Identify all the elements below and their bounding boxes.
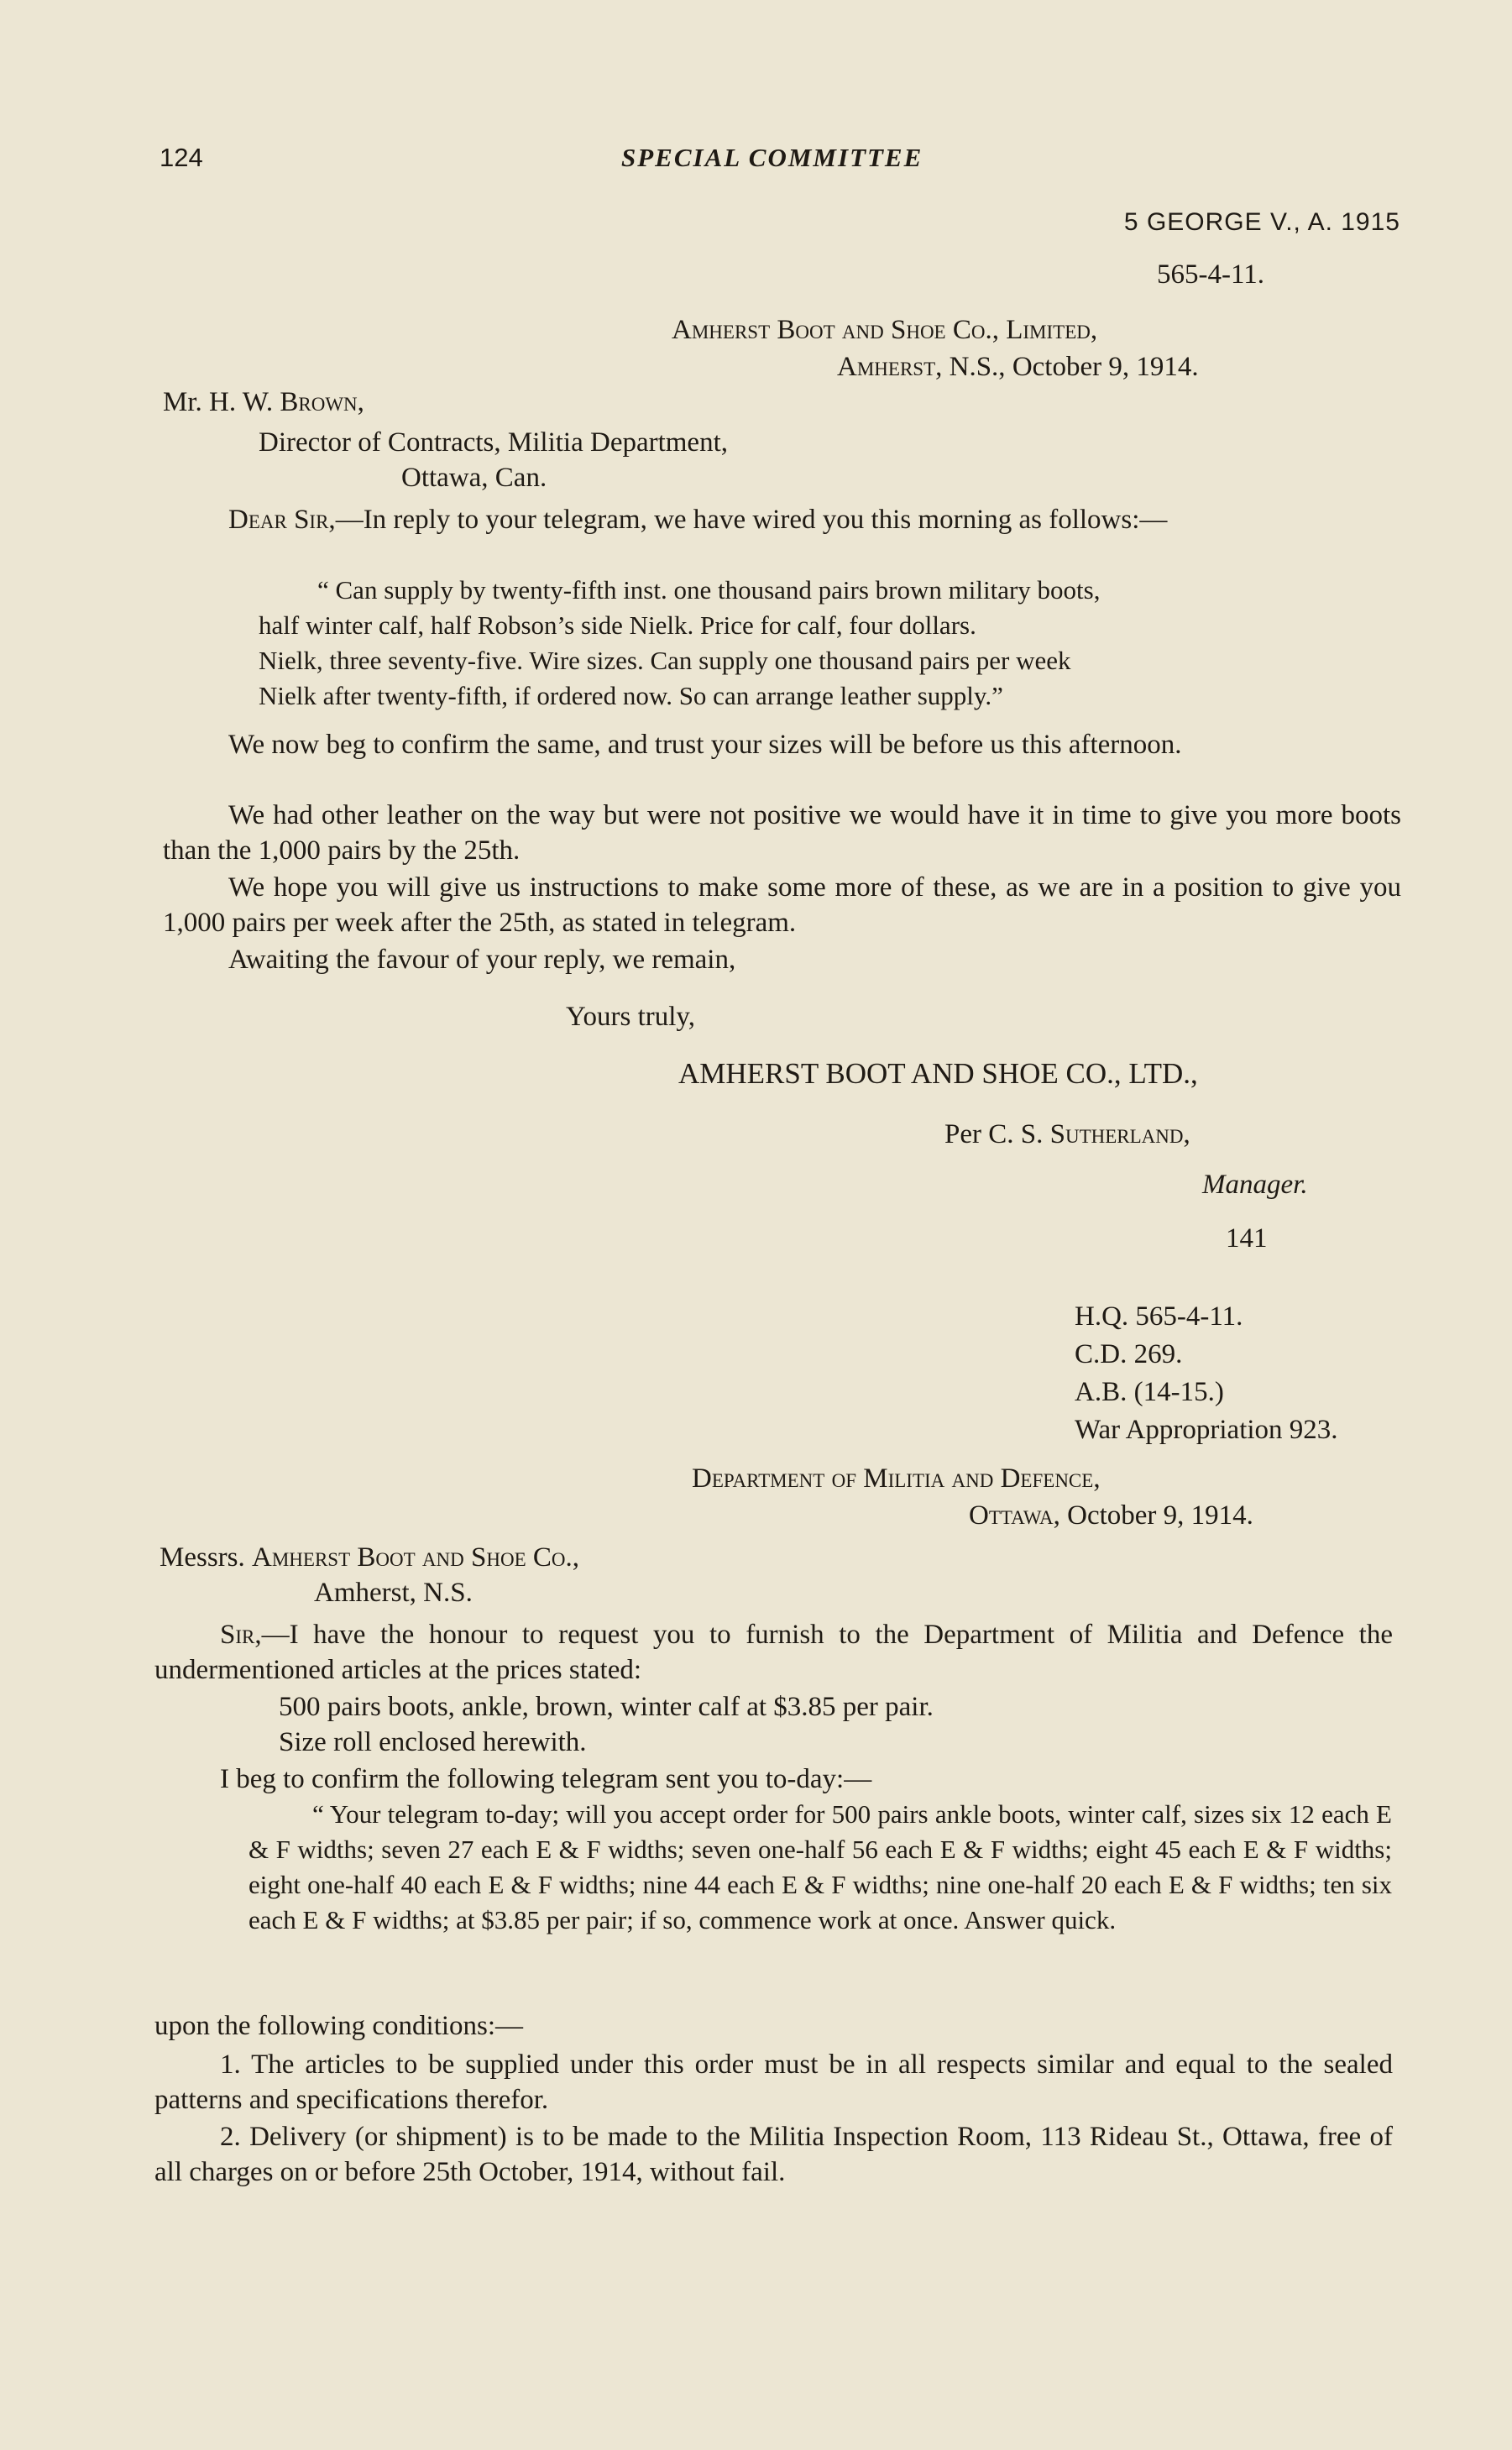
letter1-paragraph-4: We hope you will give us instructions to make some more of these, as we are in a position to give you 1,000 pairs per week after the 25th, as stated in telegram.: [163, 872, 1401, 938]
file-number: 565-4-11.: [1157, 259, 1265, 290]
sender-company: Amherst Boot and Shoe Co., Limited,: [672, 315, 1098, 345]
letter2-paragraph-2: I beg to confirm the following telegram sent you to-day:—: [220, 1764, 872, 1794]
letter1-paragraph-5: Awaiting the favour of your reply, we remain,: [228, 945, 736, 975]
sender-place-date: Amherst, N.S., October 9, 1914.: [837, 352, 1199, 382]
order-item-boots: 500 pairs boots, ankle, brown, winter calf at $3.85 per pair.: [279, 1692, 934, 1722]
department-place-date: Ottawa, October 9, 1914.: [969, 1500, 1253, 1531]
document-number: 141: [1226, 1223, 1268, 1254]
signature-per: Per C. S. Sutherland,: [944, 1119, 1190, 1149]
addressee-title: Director of Contracts, Militia Department,: [259, 427, 729, 458]
condition-1: 1. The articles to be supplied under this order must be in all respects similar and equal to the sealed patterns and specifications therefor.: [154, 2050, 1393, 2115]
signature-company: AMHERST BOOT AND SHOE CO., LTD.,: [678, 1057, 1198, 1090]
letter1-quoted-telegram: “ Can supply by twenty-fifth inst. one thousand pairs brown military boots, half winter calf, half Robson’s side Nielk. Price for calf, four dollars. Nielk, three seventy-five. Wire sizes. Can supply one thousand pairs per week Nielk after twenty-fifth, if ordered now. So can arrange leather supply.”: [259, 575, 1101, 710]
letter2-addressee-city: Amherst, N.S.: [314, 1578, 473, 1608]
department-sender: Department of Militia and Defence,: [692, 1463, 1101, 1494]
running-title: SPECIAL COMMITTEE: [621, 143, 923, 172]
letter2-confirmed-telegram: “ Your telegram to-day; will you accept order for 500 pairs ankle boots, winter calf, sizes six 12 each E & F widths; seven 27 each E & F widths; seven one-half 56 each E & F widths; eight 45 each E & F widths; eight one-half 40 each E & F widths; nine 44 each E & F widths; nine one-half 20 each E & F widths; ten six each E & F widths; at $3.85 per pair; if so, commence work at once. Answer quick.: [249, 1799, 1392, 1934]
addressee: Mr. H. W. Brown,: [163, 387, 364, 417]
session-line: 5 GEORGE V., A. 1915: [1123, 208, 1400, 236]
letter2-addressee: Messrs. Amherst Boot and Shoe Co.,: [160, 1542, 579, 1573]
letter2-paragraph-1: Sir,—I have the honour to request you to furnish to the Department of Militia and Defence the undermentioned articles at the prices stated:: [154, 1620, 1393, 1685]
letter1-paragraph-3: We had other leather on the way but were not positive we would have it in time to give you more boots than the 1,000 pairs by the 25th.: [163, 800, 1401, 866]
reference-block: H.Q. 565-4-11. C.D. 269. A.B. (14-15.) War Appropriation 923.: [1075, 1301, 1338, 1445]
letter1-paragraph-2: We now beg to confirm the same, and trust your sizes will be before us this afternoon.: [228, 730, 1182, 760]
addressee-city: Ottawa, Can.: [401, 463, 547, 493]
closing: Yours truly,: [566, 1002, 696, 1032]
letter1-paragraph-1: Dear Sir,—In reply to your telegram, we have wired you this morning as follows:—: [228, 505, 1168, 535]
condition-2: 2. Delivery (or shipment) is to be made to the Militia Inspection Room, 113 Rideau St., Ottawa, free of all charges on or before 25th October, 1914, without fail.: [154, 2122, 1393, 2187]
page-number: 124: [160, 143, 203, 172]
conditions-intro: upon the following conditions:—: [154, 2011, 524, 2041]
signer-title: Manager.: [1202, 1170, 1308, 1200]
order-item-size-roll: Size roll enclosed herewith.: [279, 1727, 587, 1757]
